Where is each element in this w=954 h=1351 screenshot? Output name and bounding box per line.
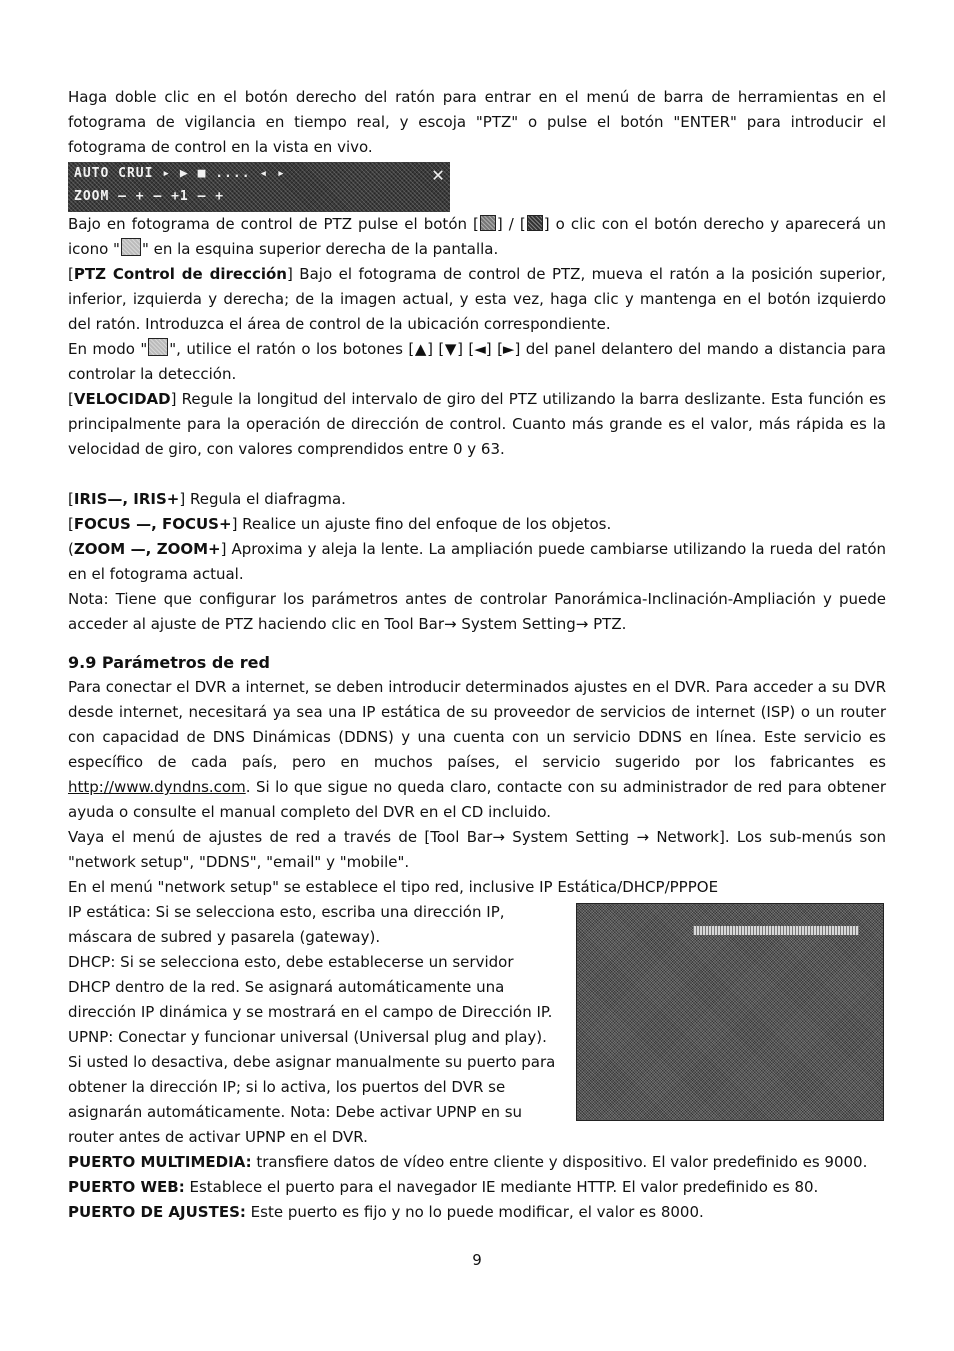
focus-paragraph: [FOCUS —, FOCUS+] Realice un ajuste fino del enfoque de los objetos.: [68, 515, 612, 533]
network-options-text: [68, 900, 558, 1150]
speed-label: VELOCIDAD: [73, 390, 171, 408]
network-setup-paragraph: En el menú "network setup" se establece el tipo red, inclusive IP Estática/DHCP/PPPOE: [68, 878, 719, 896]
iris-label: IRIS—, IRIS+: [73, 490, 180, 508]
web-port-paragraph: PUERTO WEB: Establece el puerto para el navegador IE mediante HTTP. El valor predefinido es 80.: [68, 1178, 819, 1196]
ptz-direction-paragraph: [PTZ Control de dirección] Bajo el fotograma de control de PTZ, mueva el ratón a la posición superior, inferior, izquierda y derecha; de la imagen actual, y esta vez, haga clic y mantenga en el botón izquierdo del ratón. Introduzca el área de control de la ubicación correspondiente.: [68, 265, 887, 333]
static-ip-paragraph: IP estática: Si se selecciona esto, escriba una dirección IP, máscara de subred y pasarela (gateway).: [68, 903, 505, 946]
ptz-mode-icon: [148, 338, 168, 356]
speed-paragraph: [VELOCIDAD] Regule la longitud del intervalo de giro del PTZ utilizando la barra deslizante. Esta función es principalmente para la operación de dirección de control. Cuanto más grande es el valor, más rápida es la velocidad de giro, con valores comprendidos entre 0 y 63.: [68, 390, 886, 458]
dyndns-link[interactable]: http://www.dyndns.com: [68, 778, 246, 796]
ptz-button-icon: [480, 215, 496, 231]
settings-port-paragraph: PUERTO DE AJUSTES: Este puerto es fijo y no lo puede modificar, el valor es 8000.: [68, 1203, 704, 1221]
close-icon: ✕: [431, 162, 444, 186]
toolbar-image-row2: ZOOM — + — +1 — +: [74, 189, 225, 204]
ptz-direction-label: PTZ Control de dirección: [73, 265, 287, 283]
ptz-mode-icon: [121, 238, 141, 256]
settings-port-label: PUERTO DE AJUSTES:: [68, 1203, 246, 1221]
blank-line: [68, 462, 886, 487]
ptz-icon-paragraph: Bajo en fotograma de control de PTZ pulse el botón [ ] / [ ] o clic con el botón derecho y aparecerá un icono " " en la esquina superior derecha de la pantalla.: [68, 215, 886, 258]
network-setup-screenshot: [576, 903, 884, 1121]
ptz-mode-paragraph: En modo " ", utilice el ratón o los botones [▲] [▼] [◄] [►] del panel delantero del mando a distancia para controlar la detección.: [68, 340, 886, 383]
screenshot-menu-bar: [693, 926, 859, 935]
focus-label: FOCUS —, FOCUS+: [73, 515, 232, 533]
section-heading: 9.9 Parámetros de red: [68, 653, 270, 672]
dhcp-paragraph: DHCP: Si se selecciona esto, debe establecerse un servidor DHCP dentro de la red. Se asignará automáticamente una dirección IP dinámica y se mostrará en el campo de Dirección IP.: [68, 953, 553, 1021]
network-menu-paragraph: Vaya el menú de ajustes de red a través de [Tool Bar→ System Setting → Network]. Los sub-menús son "network setup", "DDNS", "email" y "mobile".: [68, 828, 886, 871]
ptz-toolbar-image: [68, 162, 450, 212]
page-number: 9: [472, 1251, 482, 1269]
document-page: [68, 85, 886, 1225]
intro-paragraph: Haga doble clic en el botón derecho del ratón para entrar en el menú de barra de herramientas en el fotograma de vigilancia en tiempo real, y escoja "PTZ" o pulse el botón "ENTER" para introducir el fotograma de control en la vista en vivo.: [68, 88, 886, 156]
ptz-alt-button-icon: [527, 215, 543, 231]
zoom-label: ZOOM —, ZOOM+: [73, 540, 221, 558]
media-port-label: PUERTO MULTIMEDIA:: [68, 1153, 252, 1171]
media-port-paragraph: PUERTO MULTIMEDIA: transfiere datos de vídeo entre cliente y dispositivo. El valor predefinido es 9000.: [68, 1153, 868, 1171]
iris-paragraph: [IRIS—, IRIS+] Regula el diafragma.: [68, 490, 346, 508]
network-options-block: [68, 900, 886, 1150]
zoom-paragraph: (ZOOM —, ZOOM+] Aproxima y aleja la lente. La ampliación puede cambiarse utilizando la rueda del ratón en el fotograma actual.: [68, 540, 886, 583]
upnp-paragraph: UPNP: Conectar y funcionar universal (Universal plug and play). Si usted lo desactiva, debe asignar manualmente su puerto para obtener la dirección IP; si lo activa, los puertos del DVR se asignarán automáticamente. Nota: Debe activar UPNP en su router antes de activar UPNP en el DVR.: [68, 1028, 556, 1146]
web-port-label: PUERTO WEB:: [68, 1178, 185, 1196]
network-intro-paragraph: Para conectar el DVR a internet, se deben introducir determinados ajustes en el DVR. Para acceder a su DVR desde internet, necesitará ya sea una IP estática de su proveedor de servicios de internet (ISP) o un router con capacidad de DNS Dinámicas (DDNS) y una cuenta con un servicio DDNS en línea. Este servicio es específico de cada país, pero en muchos países, el servicio sugerido por los fabricantes es http://www.dyndns.com. Si lo que sigue no queda claro, contacte con su administrador de red para obtener ayuda o consulte el manual completo del DVR en el CD incluido.: [68, 678, 886, 821]
note-paragraph: Nota: Tiene que configurar los parámetros antes de controlar Panorámica-Inclinación-Ampliación y puede acceder al ajuste de PTZ haciendo clic en Tool Bar→ System Setting→ PTZ.: [68, 590, 886, 633]
toolbar-image-row1: AUTO CRUI ▸ ▶ ■ .... ◂ ▸: [74, 166, 286, 181]
